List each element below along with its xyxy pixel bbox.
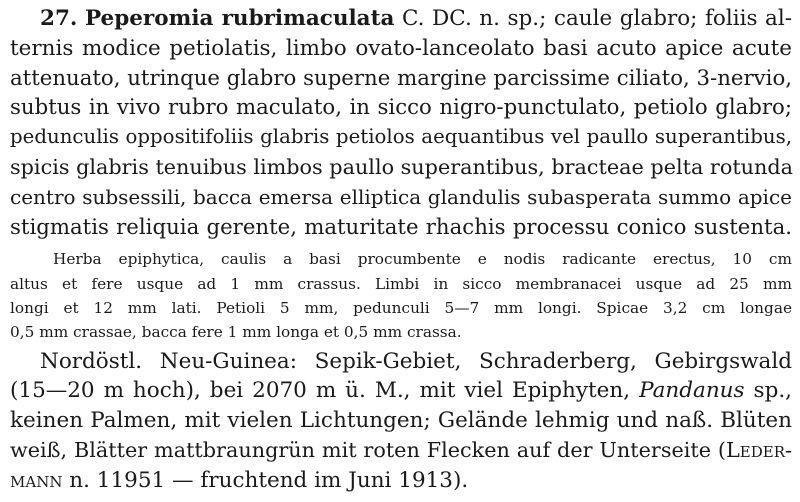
locality-line-4-text: weiß, Blätter mattbraungrün mit roten Flecken auf der Unterseite ( [10,438,726,462]
diagnosis-line-7: centro subsessili, bacca emersa elliptica glandulis subasperata summo apice [10,185,792,209]
diagnosis-line-1 [40,8,792,30]
detail-line-2: altus et fere usque ad 1 mm crassus. Limbi in sicco membranacei usque ad 25 mm [10,275,792,293]
detail-line-3: longi et 12 mm lati. Petioli 5 mm, pedunculi 5—7 mm longi. Spicae 3,2 cm longae [10,299,792,317]
diagnosis-line-6: spicis glabris tenuibus limbos paullo superantibus, bracteae pelta rotunda [10,155,794,179]
diagnosis-text-1: C. DC. n. sp.; caule glabro; foliis al- [394,6,792,31]
locality-line-1: Nordöstl. Neu-Guinea: Sepik-Gebiet, Schraderberg, Gebirgswald [40,349,792,374]
detail-line-4: 0,5 mm crassae, bacca fere 1 mm longa et 0,5 mm crassa. [10,323,462,341]
locality-line-2 [10,380,792,402]
diagnosis-line-5: pedunculis oppositifoliis glabris petiolos aequantibus vel paullo superantibus, [10,125,792,148]
locality-line-3: keinen Palmen, mit vielen Lichtungen; Gelände lehmig und naß. Blüten [10,408,792,433]
locality-line-4 [10,440,792,461]
collector-name-part-1: Leder- [725,438,792,462]
diagnosis-line-8: stigmatis reliquia gerente, maturitate rhachis processu conico sustenta. [10,215,792,240]
diagnosis-line-4: subtus in vivo rubro maculato, in sicco nigro-punctulato, petiolo glabro; [10,95,792,120]
locality-line-2-end: sp., [744,378,792,403]
collection-record: n. 11951 — fruchtend im Juni 1913). [62,468,469,493]
species-name: Peperomia rubrimaculata [84,6,395,31]
genus-name: Pandanus [639,378,745,403]
detail-line-1: Herba epiphytica, caulis a basi procumbente e nodis radicante erectus, 10 cm [53,250,792,268]
locality-line-5 [10,470,792,492]
diagnosis-line-3: attenuato, utrinque glabro superne margine parcissime ciliato, 3-nervio, [10,66,792,91]
locality-line-2-text: (15—20 m hoch), bei 2070 m ü. M., mit viel Epiphyten, [10,378,640,403]
diagnosis-line-2: ternis modice petiolatis, limbo ovato-lanceolato basi acuto apice acute [10,36,792,61]
collector-name-part-2: mann [10,468,63,493]
entry-number: 27. [40,6,78,31]
